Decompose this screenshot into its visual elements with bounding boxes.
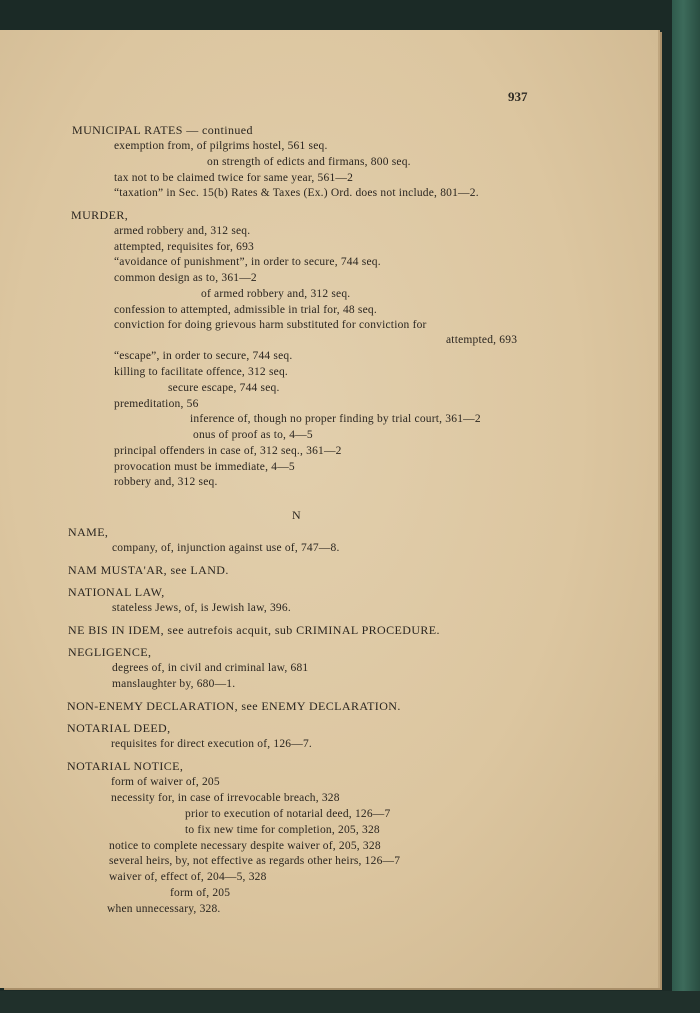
index-entry: conviction for doing grievous harm substituted for conviction for: [114, 319, 427, 331]
index-entry: requisites for direct execution of, 126—7.: [111, 738, 312, 750]
index-subentry: to fix new time for completion, 205, 328: [185, 824, 380, 836]
index-subentry: inference of, though no proper finding by trial court, 361—2: [190, 413, 481, 425]
index-subentry: of armed robbery and, 312 seq.: [201, 288, 351, 300]
index-heading: MURDER,: [71, 208, 129, 222]
index-entry: degrees of, in civil and criminal law, 681: [112, 662, 309, 674]
index-entry: “escape”, in order to secure, 744 seq.: [114, 350, 293, 362]
index-heading: NON-ENEMY DECLARATION, see ENEMY DECLARATION.: [67, 699, 401, 713]
index-entry: stateless Jews, of, is Jewish law, 396.: [112, 602, 291, 614]
index-heading: NAME,: [68, 525, 109, 539]
index-continuation: attempted, 693: [446, 334, 518, 346]
index-entry: confession to attempted, admissible in trial for, 48 seq.: [114, 304, 377, 316]
index-entry: exemption from, of pilgrims hostel, 561 seq.: [114, 140, 328, 152]
index-subentry: onus of proof as to, 4—5: [193, 429, 313, 441]
index-entry: company, of, injunction against use of, 747—8.: [112, 542, 340, 554]
index-entry: notice to complete necessary despite waiver of, 205, 328: [109, 840, 381, 852]
index-entry: armed robbery and, 312 seq.: [114, 225, 251, 237]
index-entry: tax not to be claimed twice for same year, 561—2: [114, 172, 354, 184]
index-entry: “avoidance of punishment”, in order to secure, 744 seq.: [114, 256, 381, 268]
index-subentry: form of, 205: [170, 887, 231, 899]
book-spine: [672, 0, 700, 1013]
index-heading: NEGLIGENCE,: [68, 645, 152, 659]
index-entry: attempted, requisites for, 693: [114, 241, 254, 253]
index-entry: manslaughter by, 680—1.: [112, 678, 236, 690]
index-heading: NOTARIAL NOTICE,: [67, 759, 184, 773]
index-entry: “taxation” in Sec. 15(b) Rates & Taxes (Ex.) Ord. does not include, 801—2.: [114, 187, 479, 199]
index-heading: NOTARIAL DEED,: [67, 721, 171, 735]
index-heading: NE BIS IN IDEM, see autrefois acquit, sub CRIMINAL PROCEDURE.: [68, 623, 440, 637]
index-entry: form of waiver of, 205: [111, 776, 220, 788]
index-entry: when unnecessary, 328.: [107, 903, 221, 915]
index-entry: necessity for, in case of irrevocable breach, 328: [111, 792, 340, 804]
page-number: 937: [508, 89, 528, 104]
index-entry: robbery and, 312 seq.: [114, 476, 218, 488]
index-entry: waiver of, effect of, 204—5, 328: [109, 871, 267, 883]
index-subentry: secure escape, 744 seq.: [168, 382, 280, 394]
index-heading: NATIONAL LAW,: [68, 585, 165, 599]
index-entry: killing to facilitate offence, 312 seq.: [114, 366, 288, 378]
index-heading: NAM MUSTA'AR, see LAND.: [68, 563, 229, 577]
index-subentry: prior to execution of notarial deed, 126—7: [185, 808, 391, 820]
index-entry: several heirs, by, not effective as regards other heirs, 126—7: [109, 855, 401, 867]
index-entry: premeditation, 56: [114, 398, 199, 410]
index-entry: principal offenders in case of, 312 seq., 361—2: [114, 445, 342, 457]
section-letter: N: [292, 508, 301, 522]
index-heading: MUNICIPAL RATES — continued: [72, 123, 253, 137]
book-bottom-edge: [0, 991, 700, 1013]
index-subentry: on strength of edicts and firmans, 800 seq.: [207, 156, 411, 168]
index-entry: provocation must be immediate, 4—5: [114, 461, 295, 473]
index-entry: common design as to, 361—2: [114, 272, 257, 284]
